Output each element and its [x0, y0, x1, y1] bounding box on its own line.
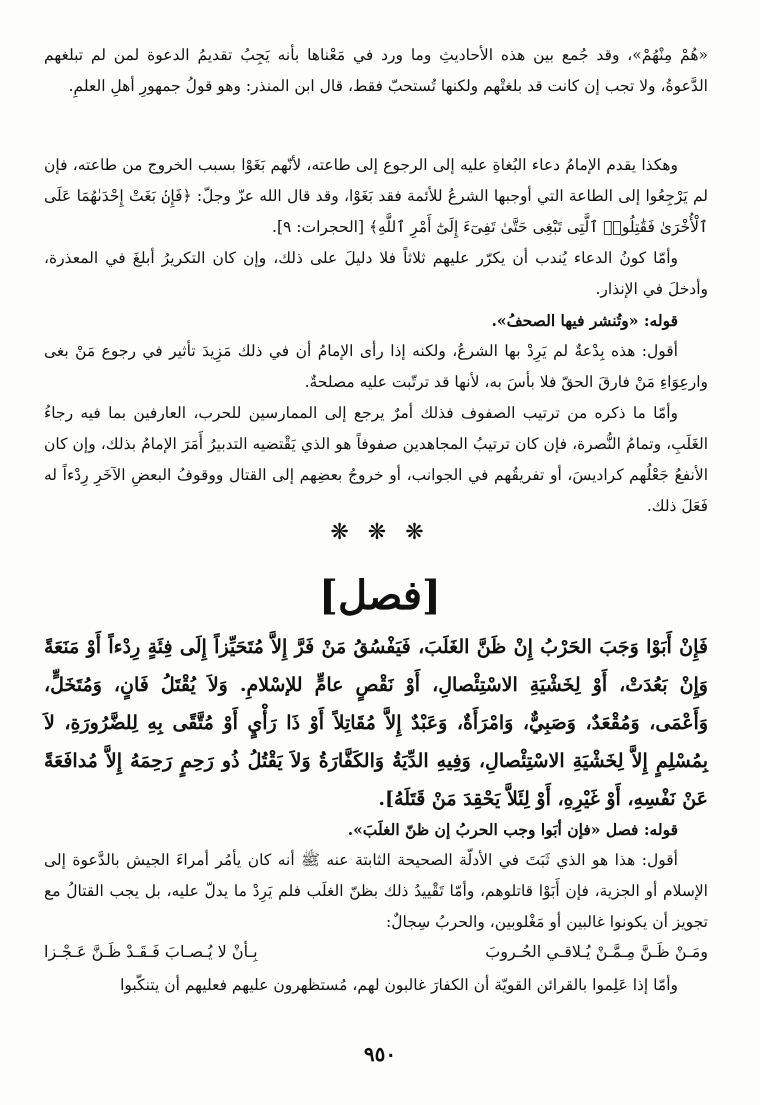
page-number: ٩٥٠: [363, 1042, 397, 1066]
quote-line-1: قوله: «وتُنشر فيها الصحفُ».: [491, 311, 678, 330]
quote-line-2: قوله: فصل «فإن أبَوا وجب الحربُ إن ظنّ الغلَبَ».: [347, 820, 678, 839]
paragraph-2: وهكذا يقدم الإمامُ دعاء البُغاةِ عليه إلى الرجوع إلى طاعته، لأنّهم بَغَوْا بسبب الخروج من طاعته، فإن لم يَرْجِعُوا إلى الطاعة التي أوجبها الشرعُ للأئمة فقد بَغَوْا، وقد قال الله عزّ وجلّ: ﴿فَإِنۢ بَغَتْ إِحْدَىٰهُمَا عَلَى ٱلْأُخْرَىٰ فَقَٰتِلُوا۟ ٱلَّتِى تَبْغِى حَتَّىٰ تَفِىٓءَ إِلَىٰٓ أَمْرِ ٱللَّهِ﴾ [الحجرات: ٩].: [44, 156, 708, 236]
section-heading: [فصل]: [319, 572, 441, 619]
section-separator: ❋ ❋ ❋: [330, 520, 430, 545]
paragraph-4: أقول: هذه بِدْعةٌ لم يَرِدْ بها الشرعُ، ولكنه إذا رأى الإمامُ أن في ذلك مَزِيدَ تأثير في رجوع مَنْ بغى وارعِوَاءِ مَنْ فارقَ الحقّ فلا بأسَ به، لأنها قد ترتّبت عليه مصلحةٌ.: [44, 342, 708, 391]
paragraph-5: وأمّا ما ذكره من ترتيب الصفوف فذلك أمرٌ يرجع إلى الممارسين للحرب، العارفين بما فيه رجاءُ الغَلَبِ، وتمامُ النُّصرة، فإن كان ترتيبُ المجاهدين صفوفاً هو الذي يَقْتضيه التدبيرُ أَمَرَ الإمامُ بذلك، وإن كان الأنفعُ جَعْلُهم كراديسَ، أو تفريقُهم في الجوانب، أو خروجُ بعضِهم إلى القتال ووقوفُ البعضِ الآخَرِ رِدْءاً له فَعَلَ ذلك.: [44, 404, 708, 515]
paragraph-3: وأمّا كونُ الدعاء يُندب أن يكرّر عليهم ثلاثاً فلا دليلَ على ذلك، وإن كان التكريرُ أبلغَ في المعذرة، وأدخلَ في الإنذار.: [44, 249, 708, 298]
matn-text: فَإِنْ أَبَوْا وَجَبَ الحَرْبُ إِنْ ظَنَّ الغَلَبَ، فَيَفْسُقُ مَنْ فَرَّ إِلاَّ مُتَحَيِّزاً إِلَى فِئَةٍ رِدْءاً أَوْ مَنَعَةً وَإِنْ بَعُدَتْ، أَوْ لِخَشْيَةِ الاسْتِئْصالِ، أَوْ نَقْصٍ عامٍّ للإسْلامِ. وَلاَ يُقْتَلُ فَانٍ، وَمُتَخَلٍّ، وَأَعْمَى، وَمُقْعَدٌ، وَصَبِيٌّ، وَامْرَأَةٌ، وَعَبْدٌ إِلاَّ مُقَاتِلاً أَوْ ذَا رَأْيٍ أَوْ مُتَّقًى بِهِ لِلضَّرُورَةِ، لاَ بِمُسْلِمٍ إِلاَّ لِخَشْيَةِ الاسْتِئْصالِ، وَفِيهِ الدِّيَةُ وَالكَفَّارَةُ وَلاَ يَقْتُلُ ذُو رَحِمٍ رَحِمَهُ إِلاَّ مُدافَعَةً عَنْ نَفْسِهِ، أَوْ غَيْرِهِ، أَوْ لِئَلاَّ يَحْقِدَ مَنْ قَتَلَهُ].: [44, 636, 708, 810]
commentary-text: أقول: هذا هو الذي ثَبَتَ في الأدلّة الصحيحة الثابتة عنه ﷺ أنه كان يأمُر أمراءَ الجيش بالدَّعوة إلى الإسلام أو الجزية، فإن أَبَوْا قاتلوهم، وأمّا تَقْييدُ ذلك بظنّ الغلَب فلم يَرِدْ ما يدلّ عليه، بل يجب القتالُ مع تجويز أن يكونوا غالبين أو مَغْلوبين، والحربُ سِجالٌ:: [44, 851, 708, 931]
poem-verse: [44, 936, 708, 968]
paragraph-1: «هُمْ مِنْهُمْ»، وقد جُمع بين هذه الأحاديثِ وما ورد في مَعْناها بأنه يَجِبُ تقديمُ الدعوة لمن لم تبلغهم الدَّعوةُ، ولا تجب إن كانت قد بلغتْهم ولكنها تُستحبّ فقط، قال ابن المنذر: وهو قولُ جمهورِ أهلِ العلمِ.: [44, 46, 708, 95]
last-line: وأمّا إذا عَلِموا بالقرائن القويّة أن الكفارَ غالبون لهم، مُستظهرون عليهم فعليهم أن يتنكّبوا: [120, 976, 678, 994]
poem-hemistich-left: بِـأنْ لا يُـصـابَ فَـقَـدْ ظَـنَّ عَـجْـزا: [44, 942, 258, 961]
poem-hemistich-right: ومَـنْ ظَـنَّ مِـمَّـنْ يُـلاقـي الحُـروبَ: [485, 942, 708, 961]
